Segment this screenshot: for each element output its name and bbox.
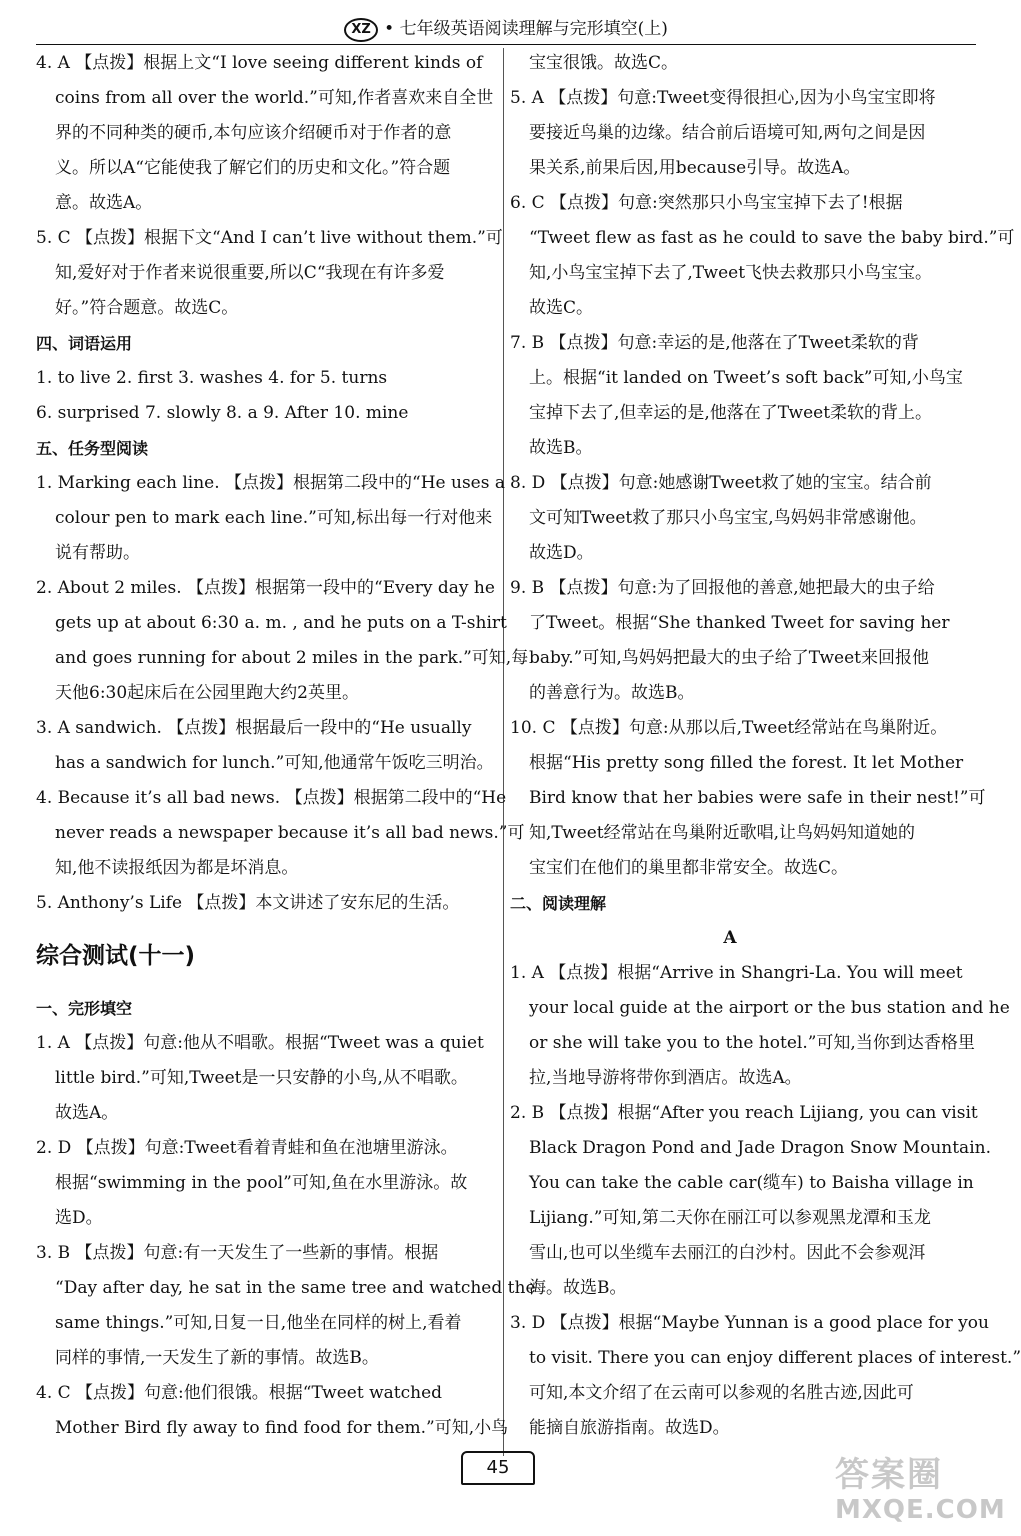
- answer-line-continuation: 的善意行为。故选B。: [529, 683, 695, 703]
- answer-line: 1. A 【点拨】句意:他从不唱歌。根据“Tweet was a quiet: [36, 1033, 484, 1053]
- answer-line: 9. B 【点拨】句意:为了回报他的善意,她把最大的虫子给: [510, 578, 935, 598]
- answer-line-continuation: “Day after day, he sat in the same tree and watched the: [55, 1278, 536, 1298]
- answer-line-continuation: and goes running for about 2 miles in the park.”可知,每: [55, 648, 529, 668]
- answer-line-continuation: 故选C。: [529, 298, 594, 318]
- answer-line-continuation: coins from all over the world.”可知,作者喜欢来自全世: [55, 88, 494, 108]
- answer-line-continuation: 意。故选A。: [55, 193, 153, 213]
- answer-line: 3. D 【点拨】根据“Maybe Yunnan is a good place for you: [510, 1313, 989, 1333]
- answer-line: 6. surprised 7. slowly 8. a 9. After 10. mine: [36, 403, 409, 423]
- answer-line-continuation: Bird know that her babies were safe in their nest!”可: [529, 788, 986, 808]
- answer-line-continuation: 根据“His pretty song filled the forest. It let Mother: [529, 753, 964, 773]
- answer-line: 1. Marking each line. 【点拨】根据第二段中的“He uses a: [36, 473, 506, 493]
- answer-line-continuation: 故选D。: [529, 543, 594, 563]
- watermark: [835, 1455, 1006, 1530]
- answer-line-continuation: 果关系,前果后因,用because引导。故选A。: [529, 158, 861, 178]
- test-title: 综合测试(十一): [36, 943, 196, 969]
- answer-line-continuation: Lijiang.”可知,第二天你在丽江可以参观黑龙潭和玉龙: [529, 1208, 931, 1228]
- answer-line-continuation: 宝宝很饿。故选C。: [529, 53, 679, 73]
- answer-line: 2. D 【点拨】句意:Tweet看着青蛙和鱼在池塘里游泳。: [36, 1138, 458, 1158]
- answer-line-continuation: or she will take you to the hotel.”可知,当你到达香格里: [529, 1033, 975, 1053]
- answer-line-continuation: 要接近鸟巢的边缘。结合前后语境可知,两句之间是因: [529, 123, 926, 143]
- answer-line: 4. Because it’s all bad news. 【点拨】根据第二段中的“He: [36, 788, 507, 808]
- watermark-url: MXQE.COM: [835, 1495, 1006, 1525]
- left-column: [36, 46, 536, 1446]
- answer-line-continuation: never reads a newspaper because it’s all bad news.”可: [55, 823, 525, 843]
- answer-line: 4. A 【点拨】根据上文“I love seeing different kinds of: [36, 53, 483, 73]
- answer-line-continuation: 能摘自旅游指南。故选D。: [529, 1418, 730, 1438]
- answer-line-continuation: to visit. There you can enjoy different places of interest.”: [529, 1348, 1021, 1368]
- answer-line-continuation: 义。所以A“它能使我了解它们的历史和文化。”符合题: [55, 158, 451, 178]
- answer-line-continuation: gets up at about 6:30 a. m. , and he puts on a T-shirt: [55, 613, 507, 633]
- answer-line: 8. D 【点拨】句意:她感谢Tweet救了她的宝宝。结合前: [510, 473, 932, 493]
- answer-line-continuation: 同样的事情,一天发生了新的事情。故选B。: [55, 1348, 379, 1368]
- answer-line-continuation: 知,Tweet经常站在鸟巢附近歌唱,让鸟妈妈知道她的: [529, 823, 916, 843]
- answer-line: 5. C 【点拨】根据下文“And I can’t live without them.”可: [36, 228, 503, 248]
- section-heading: 五、任务型阅读: [36, 439, 149, 458]
- answer-line-continuation: 雪山,也可以坐缆车去丽江的白沙村。因此不会参观洱: [529, 1243, 926, 1263]
- section-heading: 四、词语运用: [36, 334, 133, 353]
- answer-line-continuation: 可知,本文介绍了在云南可以参观的名胜古迹,因此可: [529, 1383, 914, 1403]
- answer-line-continuation: little bird.”可知,Tweet是一只安静的小鸟,从不唱歌。: [55, 1068, 468, 1088]
- watermark-logo-text: 答案圈: [835, 1455, 943, 1495]
- page-number: 45: [461, 1451, 535, 1485]
- page-header: [36, 16, 976, 42]
- answer-line: 6. C 【点拨】句意:突然那只小鸟宝宝掉下去了!根据: [510, 193, 903, 213]
- answer-line-continuation: 好。”符合题意。故选C。: [55, 298, 239, 318]
- answer-line-continuation: 根据“swimming in the pool”可知,鱼在水里游泳。故: [55, 1173, 468, 1193]
- answer-line-continuation: You can take the cable car(缆车) to Baisha village in: [529, 1173, 974, 1193]
- answer-line-continuation: 宝掉下去了,但幸运的是,他落在了Tweet柔软的背上。: [529, 403, 933, 423]
- answer-line: 2. B 【点拨】根据“After you reach Lijiang, you can visit: [510, 1103, 978, 1123]
- answer-line-continuation: 知,他不读报纸因为都是坏消息。: [55, 858, 299, 878]
- column-divider: [503, 48, 504, 1456]
- answer-line: 1. A 【点拨】根据“Arrive in Shangri-La. You will meet: [510, 963, 963, 983]
- answer-line: 5. A 【点拨】句意:Tweet变得很担心,因为小鸟宝宝即将: [510, 88, 936, 108]
- answer-line: 2. About 2 miles. 【点拨】根据第一段中的“Every day he: [36, 578, 495, 598]
- answer-line: 3. B 【点拨】句意:有一天发生了一些新的事情。根据: [36, 1243, 439, 1263]
- answer-line-continuation: your local guide at the airport or the bus station and he: [529, 998, 1010, 1018]
- passage-label: A: [723, 928, 737, 948]
- page-number-badge: [455, 1447, 545, 1487]
- answer-line-continuation: 知,爱好对于作者来说很重要,所以C“我现在有许多爱: [55, 263, 445, 283]
- right-column: [510, 46, 1021, 1446]
- answer-line: 4. C 【点拨】句意:他们很饿。根据“Tweet watched: [36, 1383, 443, 1403]
- answer-line-continuation: 上。根据“it landed on Tweet’s soft back”可知,小鸟宝: [529, 368, 963, 388]
- answer-line-continuation: Mother Bird fly away to find food for them.”可知,小鸟: [55, 1418, 509, 1438]
- answer-line-continuation: 知,小鸟宝宝掉下去了,Tweet飞快去救那只小鸟宝宝。: [529, 263, 933, 283]
- answer-line: 7. B 【点拨】句意:幸运的是,他落在了Tweet柔软的背: [510, 333, 919, 353]
- answer-line-continuation: 选D。: [55, 1208, 103, 1228]
- answer-line-continuation: 文可知Tweet救了那只小鸟宝宝,鸟妈妈非常感谢他。: [529, 508, 927, 528]
- answer-line-continuation: has a sandwich for lunch.”可知,他通常午饭吃三明治。: [55, 753, 494, 773]
- answer-line-continuation: 天他6:30起床后在公园里跑大约2英里。: [55, 683, 359, 703]
- section-heading: 一、完形填空: [36, 999, 133, 1018]
- book-title: • 七年级英语阅读理解与完形填空(上): [384, 19, 668, 39]
- answer-line-continuation: 界的不同种类的硬币,本句应该介绍硬币对于作者的意: [55, 123, 452, 143]
- answer-line-continuation: 故选B。: [529, 438, 593, 458]
- answer-line-continuation: colour pen to mark each line.”可知,标出每一行对他来: [55, 508, 493, 528]
- answer-line-continuation: baby.”可知,鸟妈妈把最大的虫子给了Tweet来回报他: [529, 648, 929, 668]
- answer-line-continuation: 说有帮助。: [55, 543, 140, 563]
- header-rule: [36, 44, 976, 45]
- answer-line: 3. A sandwich. 【点拨】根据最后一段中的“He usually: [36, 718, 472, 738]
- answer-line-continuation: Black Dragon Pond and Jade Dragon Snow Mountain.: [529, 1138, 991, 1158]
- answer-line-continuation: same things.”可知,日复一日,他坐在同样的树上,看着: [55, 1313, 462, 1333]
- answer-line-continuation: 宝宝们在他们的巢里都非常安全。故选C。: [529, 858, 849, 878]
- answer-line: 1. to live 2. first 3. washes 4. for 5. turns: [36, 368, 388, 388]
- answer-line-continuation: 故选A。: [55, 1103, 119, 1123]
- section-heading: 二、阅读理解: [510, 894, 607, 913]
- answer-line: 10. C 【点拨】句意:从那以后,Tweet经常站在鸟巢附近。: [510, 718, 948, 738]
- answer-line-continuation: “Tweet flew as fast as he could to save the baby bird.”可: [529, 228, 1015, 248]
- answer-line-continuation: 了Tweet。根据“She thanked Tweet for saving her: [529, 613, 950, 633]
- answer-line: 5. Anthony’s Life 【点拨】本文讲述了安东尼的生活。: [36, 893, 460, 913]
- answer-line-continuation: 海。故选B。: [529, 1278, 627, 1298]
- answer-line-continuation: 拉,当地导游将带你到酒店。故选A。: [529, 1068, 802, 1088]
- publisher-logo: XZ: [344, 18, 378, 42]
